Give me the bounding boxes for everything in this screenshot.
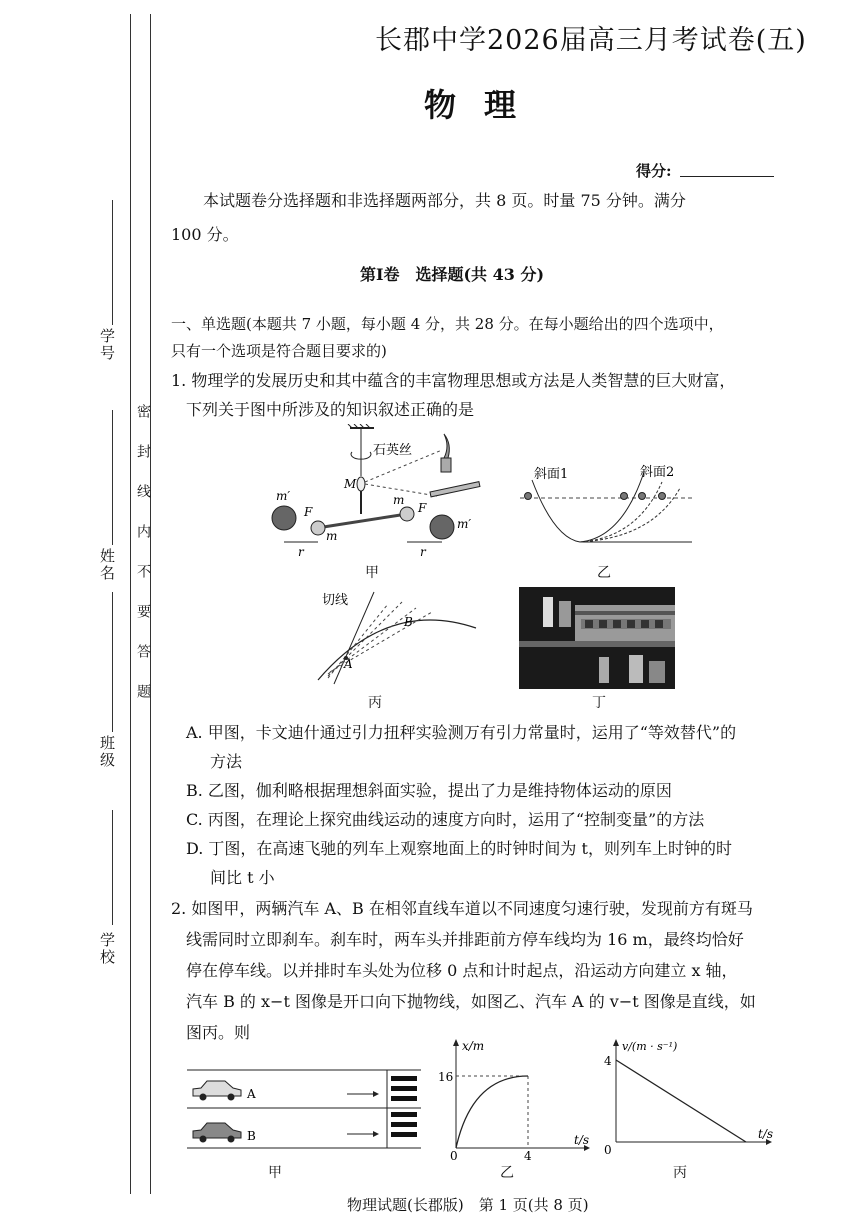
- tick-0-yi: 0: [450, 1149, 458, 1160]
- school-label: 学校: [98, 932, 116, 966]
- car-a-icon: [193, 1081, 241, 1101]
- figure-q2-yi-xt-graph: [436, 1036, 596, 1160]
- q2-line-3: 停在停车线。以并排时车头处为位移 0 点和计时起点，沿运动方向建立 x 轴，: [186, 961, 738, 980]
- label-m-prime-left: m′: [276, 489, 291, 503]
- q1-stem-2: 下列关于图中所涉及的知识叙述正确的是: [186, 400, 475, 419]
- exam-title: 长郡中学2026届高三月考试卷(五): [375, 25, 807, 56]
- tick-16: 16: [438, 1070, 454, 1084]
- q2-line-1: 2. 如图甲，两辆汽车 A、B 在相邻直线车道以不同速度匀速行驶，发现前方有斑马: [171, 899, 753, 918]
- q2-line-5: 图丙。则: [186, 1023, 251, 1042]
- figure-q2-bing-vt-graph: [600, 1036, 782, 1160]
- slope2-label: 斜面2: [640, 465, 675, 480]
- binding-line-outer: [130, 14, 131, 1194]
- label-F-left: F: [304, 505, 313, 519]
- q1-stem-1: 1. 物理学的发展历史和其中蕴含的丰富物理思想或方法是人类智慧的巨大财富，: [171, 371, 736, 390]
- label-m-right: m: [393, 493, 405, 507]
- tick-0-bing: 0: [604, 1143, 612, 1157]
- student-no-label: 学号: [98, 328, 116, 362]
- quartz-label: 石英丝: [373, 443, 413, 458]
- v-axis-label: v/(m · s⁻¹): [622, 1040, 678, 1053]
- tick-4-yi: 4: [524, 1149, 532, 1160]
- q1-option-d: D. 丁图，在高速飞驰的列车上观察地面上的时钟时间为 t，则列车上时钟的时: [186, 839, 732, 858]
- student-no-blank: [112, 200, 113, 325]
- figure-q2-jia-cars: [187, 1064, 423, 1156]
- label-M: M: [344, 477, 357, 491]
- intro-line-1: 本试题卷分选择题和非选择题两部分，共 8 页。时量 75 分钟。满分: [203, 191, 686, 210]
- figure-bing-tangent: [308, 588, 478, 688]
- seal-text: 密封线内不要答题: [135, 404, 151, 724]
- subject-title: 物理: [424, 86, 545, 124]
- q2-fig-yi-caption: 乙: [500, 1165, 514, 1181]
- score-blank: [680, 176, 774, 177]
- tick-4-bing: 4: [604, 1054, 612, 1068]
- fig-yi-caption: 乙: [597, 565, 611, 581]
- x-axis-label: x/m: [462, 1039, 485, 1053]
- page-footer: 物理试题(长郡版) 第 1 页(共 8 页): [347, 1196, 589, 1214]
- fig-ding-caption: 丁: [592, 695, 606, 711]
- q1-option-c: C. 丙图，在理论上探究曲线运动的速度方向时，运用了“控制变量”的方法: [186, 810, 705, 829]
- label-m-left: m: [326, 529, 338, 543]
- car-a-label: A: [247, 1087, 256, 1101]
- class-label: 班级: [98, 735, 116, 769]
- label-F-right: F: [418, 501, 427, 515]
- intro-line-2: 100 分。: [171, 225, 239, 244]
- t-axis-label-bing: t/s: [758, 1127, 774, 1141]
- tangent-label: 切线: [322, 593, 349, 608]
- part-heading: 一、单选题(本题共 7 小题，每小题 4 分，共 28 分。在每小题给出的四个选项中，: [171, 315, 724, 333]
- q1-option-a-cont: 方法: [210, 752, 243, 771]
- section-title: 第Ⅰ卷 选择题(共 43 分): [360, 265, 545, 284]
- q1-option-a: A. 甲图，卡文迪什通过引力扭秤实验测万有引力常量时，运用了“等效替代”的: [186, 723, 737, 742]
- q2-fig-bing-caption: 丙: [673, 1165, 687, 1181]
- slope1-label: 斜面1: [534, 467, 569, 482]
- q2-fig-jia-caption: 甲: [268, 1165, 282, 1181]
- q2-line-2: 线需同时立即刹车。刹车时，两车头并排距前方停车线均为 16 m，最终均恰好: [186, 930, 744, 949]
- label-m-prime-right: m′: [457, 517, 472, 531]
- school-blank: [112, 810, 113, 925]
- label-r-left: r: [298, 545, 304, 559]
- figure-yi-slopes: [512, 460, 698, 552]
- q1-option-b: B. 乙图，伽利略根据理想斜面实验，提出了力是维持物体运动的原因: [186, 781, 672, 800]
- label-A-point: A: [344, 657, 353, 671]
- class-blank: [112, 592, 113, 732]
- fig-jia-caption: 甲: [365, 565, 379, 581]
- label-r-right: r: [420, 545, 426, 559]
- car-b-label: B: [247, 1129, 256, 1143]
- q1-option-d-cont: 间比 t 小: [210, 868, 275, 887]
- figure-jia-torsion-balance: [262, 424, 502, 574]
- name-label: 姓名: [98, 548, 116, 582]
- part-heading-2: 只有一个选项是符合题目要求的): [171, 342, 387, 360]
- car-b-icon: [193, 1123, 241, 1143]
- fig-bing-caption: 丙: [368, 695, 382, 711]
- label-B-point: B: [404, 615, 413, 629]
- name-blank: [112, 410, 113, 545]
- score-label: 得分:: [636, 162, 672, 180]
- q2-line-4: 汽车 B 的 x−t 图像是开口向下抛物线，如图乙、汽车 A 的 v−t 图像是直线，如: [186, 992, 756, 1011]
- figure-ding-train-photo: [519, 587, 675, 689]
- t-axis-label-yi: t/s: [574, 1133, 590, 1147]
